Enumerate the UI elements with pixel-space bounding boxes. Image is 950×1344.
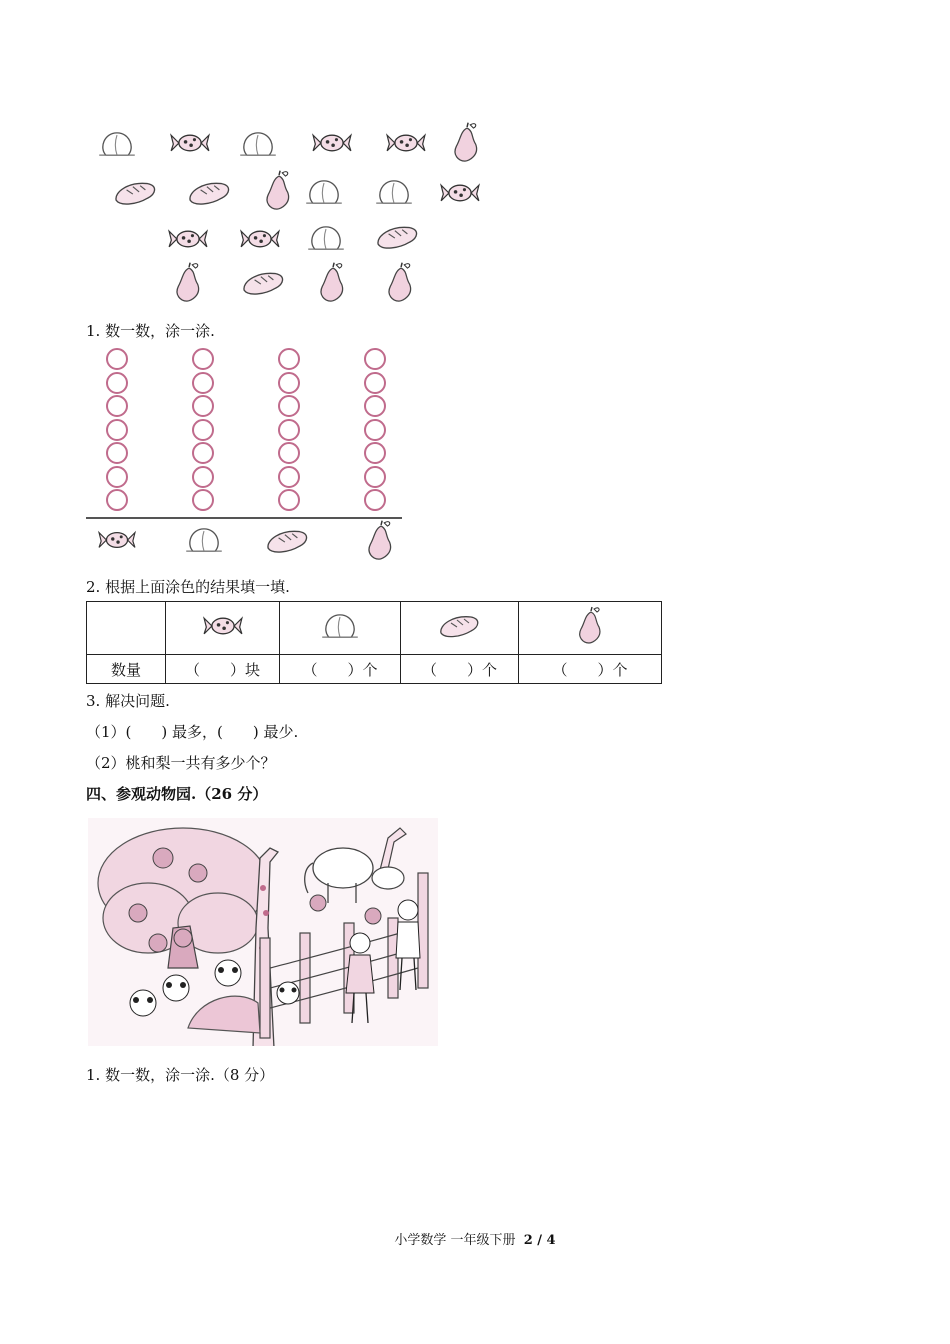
column-baseline xyxy=(86,517,402,519)
peach-icon xyxy=(97,126,137,162)
color-circle[interactable] xyxy=(192,489,214,511)
peach-icon xyxy=(184,522,224,558)
question-3-sub2: （2）桃和梨一共有多少个？ xyxy=(86,754,276,772)
candy-icon xyxy=(386,128,426,158)
pear-icon xyxy=(364,520,396,562)
color-circle[interactable] xyxy=(278,466,300,488)
pear-icon xyxy=(384,262,416,304)
section-4-title: 四、参观动物园.（26 分） xyxy=(86,785,268,803)
pear-icon xyxy=(172,262,204,304)
question-2-text: 2. 根据上面涂色的结果填一填. xyxy=(86,578,290,596)
color-circle[interactable] xyxy=(278,372,300,394)
color-circle[interactable] xyxy=(192,466,214,488)
color-circle[interactable] xyxy=(106,395,128,417)
question-3-text: 3. 解决问题. xyxy=(86,692,170,710)
circle-column-pear xyxy=(364,348,386,513)
peach-icon xyxy=(374,174,414,210)
pear-icon xyxy=(262,170,294,212)
circle-column-peach xyxy=(192,348,214,513)
bread-icon xyxy=(240,266,288,300)
question-3-sub1: （1）( ) 最多，( ) 最少. xyxy=(86,723,299,741)
peach-icon xyxy=(306,220,346,256)
color-circle[interactable] xyxy=(106,348,128,370)
question-1-text: 1. 数一数，涂一涂. xyxy=(86,322,215,340)
answer-cell-peach[interactable]: （ ）个 xyxy=(280,655,401,684)
peach-icon xyxy=(304,174,344,210)
color-circle[interactable] xyxy=(106,442,128,464)
candy-icon xyxy=(440,178,480,208)
color-circle[interactable] xyxy=(106,419,128,441)
table-row-label: 数量 xyxy=(87,655,166,684)
circle-column-candy xyxy=(106,348,128,513)
count-table xyxy=(86,601,662,684)
color-circle[interactable] xyxy=(106,489,128,511)
bread-icon xyxy=(186,176,234,210)
color-circle[interactable] xyxy=(192,372,214,394)
table-icon-cell xyxy=(401,602,519,655)
color-circle[interactable] xyxy=(364,348,386,370)
candy-icon xyxy=(203,611,243,641)
color-circle[interactable] xyxy=(364,372,386,394)
color-circle[interactable] xyxy=(278,395,300,417)
bread-icon xyxy=(264,524,312,558)
pear-icon xyxy=(316,262,348,304)
color-circle[interactable] xyxy=(106,466,128,488)
answer-cell-bread[interactable]: （ ）个 xyxy=(401,655,519,684)
candy-icon xyxy=(240,224,280,254)
color-circle[interactable] xyxy=(278,442,300,464)
table-icon-cell xyxy=(519,602,662,655)
table-icon-cell xyxy=(166,602,280,655)
candy-icon xyxy=(168,224,208,254)
color-circle[interactable] xyxy=(364,489,386,511)
color-circle[interactable] xyxy=(278,489,300,511)
page-footer xyxy=(0,1229,950,1248)
zoo-illustration xyxy=(88,818,438,1046)
table-icon-cell xyxy=(280,602,401,655)
answer-cell-pear[interactable]: （ ）个 xyxy=(519,655,662,684)
pear-icon xyxy=(450,122,482,164)
color-circle[interactable] xyxy=(192,348,214,370)
peach-icon xyxy=(238,126,278,162)
color-circle[interactable] xyxy=(364,466,386,488)
table-corner-cell xyxy=(87,602,166,655)
color-circle[interactable] xyxy=(192,442,214,464)
pear-icon xyxy=(575,606,605,646)
circle-column-bread xyxy=(278,348,300,513)
color-circle[interactable] xyxy=(192,395,214,417)
color-circle[interactable] xyxy=(364,419,386,441)
question-4-1-text: 1. 数一数，涂一涂.（8 分） xyxy=(86,1066,275,1084)
color-circle[interactable] xyxy=(278,348,300,370)
footer-subject: 小学数学 一年级下册 xyxy=(394,1233,516,1248)
color-circle[interactable] xyxy=(106,372,128,394)
color-circle[interactable] xyxy=(364,395,386,417)
footer-page-number: 2 / 4 xyxy=(523,1233,556,1248)
bread-icon xyxy=(112,176,160,210)
color-circle[interactable] xyxy=(192,419,214,441)
answer-cell-candy[interactable]: （ ）块 xyxy=(166,655,280,684)
peach-icon xyxy=(320,609,360,643)
color-circle[interactable] xyxy=(278,419,300,441)
candy-icon xyxy=(312,128,352,158)
bread-icon xyxy=(374,220,422,254)
candy-icon xyxy=(170,128,210,158)
candy-icon xyxy=(98,526,136,554)
bread-icon xyxy=(437,610,483,642)
color-circle[interactable] xyxy=(364,442,386,464)
